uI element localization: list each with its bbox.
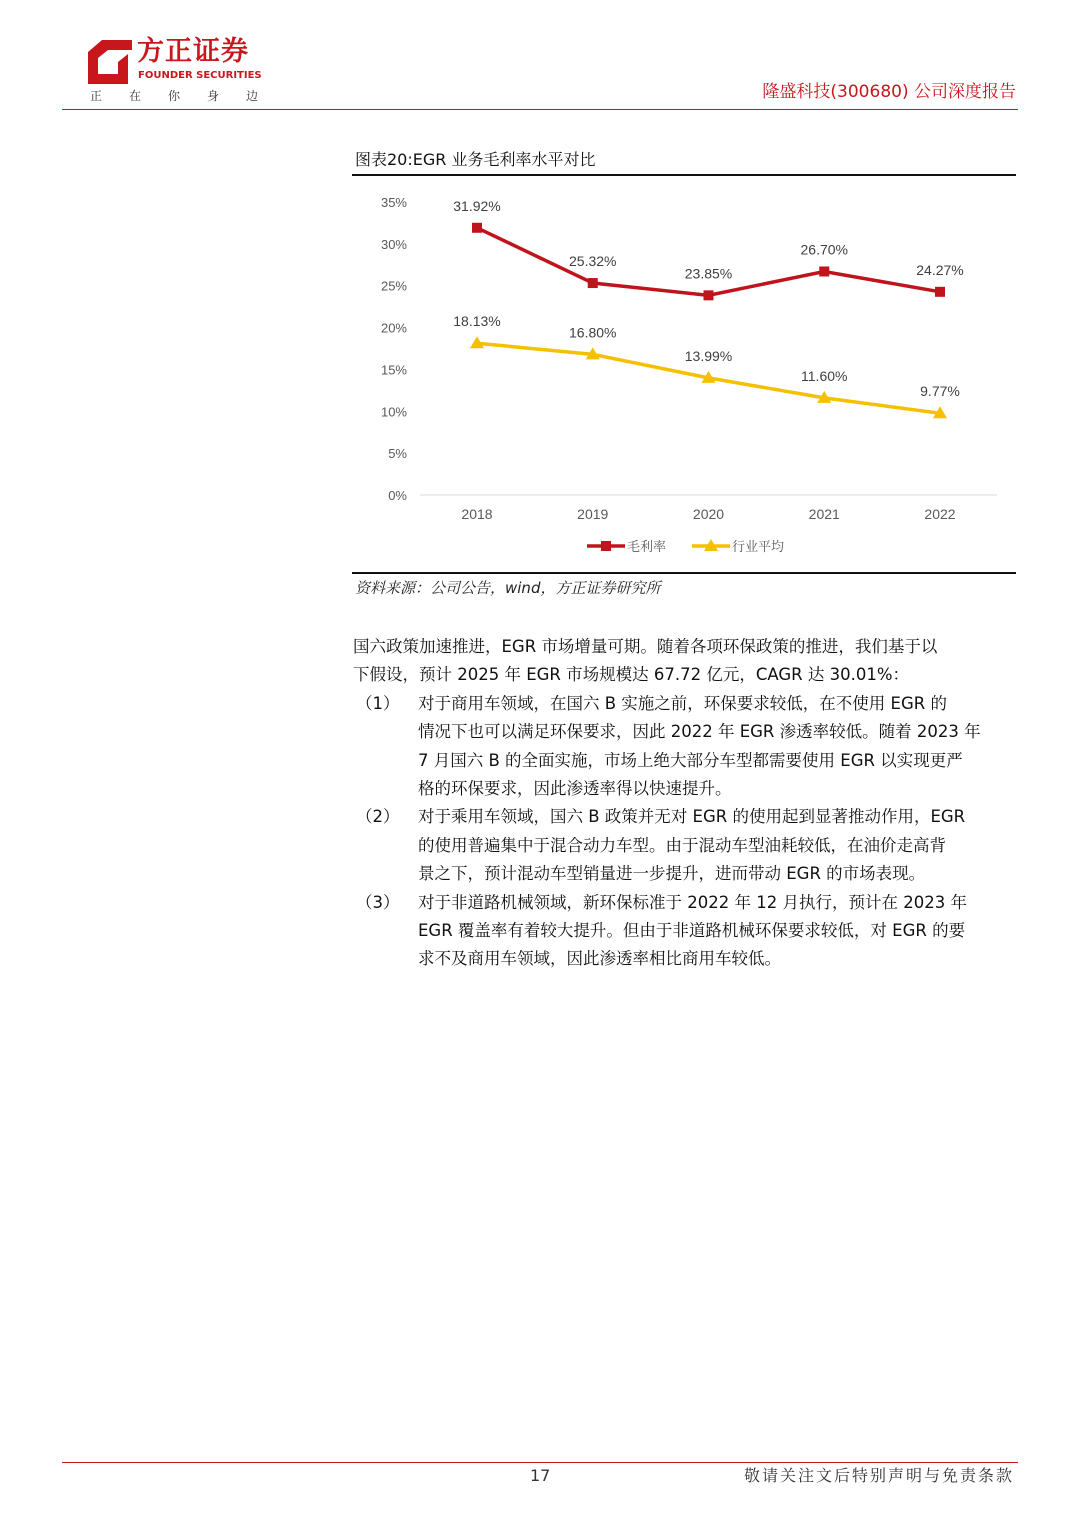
legend-label: 行业平均 [732,539,785,554]
list-item-line: 格的环保要求，因此渗透率得以快速提升。 [418,779,732,798]
margin-comparison-chart [352,178,1016,568]
y-tick-label: 35% [380,195,407,210]
y-tick-label: 25% [380,278,407,294]
figure-top-rule [352,174,1016,176]
list-item-line: 求不及商用车领域，因此渗透率相比商用车较低。 [418,949,781,969]
y-tick-label: 15% [380,362,407,378]
x-tick-label: 2018 [461,506,493,522]
data-point-marker [704,290,714,300]
y-tick-label: 30% [380,236,407,252]
y-tick-label: 10% [380,404,407,420]
series-line-0 [477,228,940,296]
list-item-line: 对于乘用车领域，国六 B 政策并无对 EGR 的使用起到显著推动作用，EGR [418,807,966,827]
data-label: 25.32% [569,253,617,270]
data-point-marker [472,223,482,233]
figure-source: 资料来源：公司公告，wind，方正证券研究所 [355,579,661,597]
figure-bottom-rule [352,572,1016,574]
report-title: 隆盛科技(300680) 公司深度报告 [762,82,1016,102]
list-item-line: 情况下也可以满足环保要求，因此 2022 年 EGR 渗透率较低。随着 2023 年 [418,722,981,742]
founder-logo-icon [88,40,134,84]
y-tick-label: 20% [380,320,407,336]
data-label: 13.99% [684,347,733,364]
legend-marker [601,541,611,551]
intro-line: 国六政策加速推进，EGR 市场增量可期。随着各项环保政策的推进，我们基于以 [353,637,938,656]
footer-disclaimer: 敬请关注文后特别声明与免责条款 [743,1466,1014,1485]
list-item-line: 景之下，预计混动车型销量进一步提升，进而带动 EGR 的市场表现。 [418,864,926,884]
x-tick-label: 2020 [692,506,725,522]
data-label: 18.13% [453,313,501,330]
x-tick-label: 2022 [924,506,956,522]
list-item-line: 对于商用车领域，在国六 B 实施之前，环保要求较低，在不使用 EGR 的 [418,693,947,713]
list-item-line: 7 月国六 B 的全面实施，市场上绝大部分车型都需要使用 EGR 以实现更严 [418,750,963,770]
logo-english: FOUNDER SECURITIES [138,70,262,81]
list-item-line: EGR 覆盖率有着较大提升。但由于非道路机械环保要求较低，对 EGR 的要 [418,921,966,940]
data-label: 24.27% [916,261,964,278]
data-label: 26.70% [800,241,848,258]
x-tick-label: 2019 [577,506,609,522]
data-label: 16.80% [569,324,617,341]
data-point-marker [588,278,598,288]
y-tick-label: 5% [388,446,407,462]
logo-chinese: 方正证券 [137,36,249,67]
data-label: 23.85% [684,265,733,282]
list-item-number: （1） [356,693,400,713]
header-divider [62,109,1018,110]
data-point-marker [819,266,829,276]
data-label: 11.60% [801,367,848,384]
data-label: 9.77% [920,383,960,400]
data-point-marker [935,287,945,297]
page-number: 17 [530,1466,551,1485]
slogan: 正 在 你 身 边 [90,89,259,103]
intro-line: 下假设，预计 2025 年 EGR 市场规模达 67.72 亿元，CAGR 达 30.01%： [353,665,910,685]
list-item-number: （2） [356,807,400,827]
figure-title: 图表20:EGR 业务毛利率水平对比 [355,150,596,169]
data-label: 31.92% [453,197,501,214]
y-tick-label: 0% [388,488,407,503]
x-tick-label: 2021 [808,506,840,522]
list-item-number: （3） [356,892,400,912]
list-item-line: 对于非道路机械领域，新环保标准于 2022 年 12 月执行，预计在 2023 年 [418,892,967,912]
list-item-line: 的使用普遍集中于混合动力车型。由于混动车型油耗较低，在油价走高背 [418,835,946,855]
legend-label: 毛利率 [627,539,667,554]
footer-divider [62,1462,1018,1463]
